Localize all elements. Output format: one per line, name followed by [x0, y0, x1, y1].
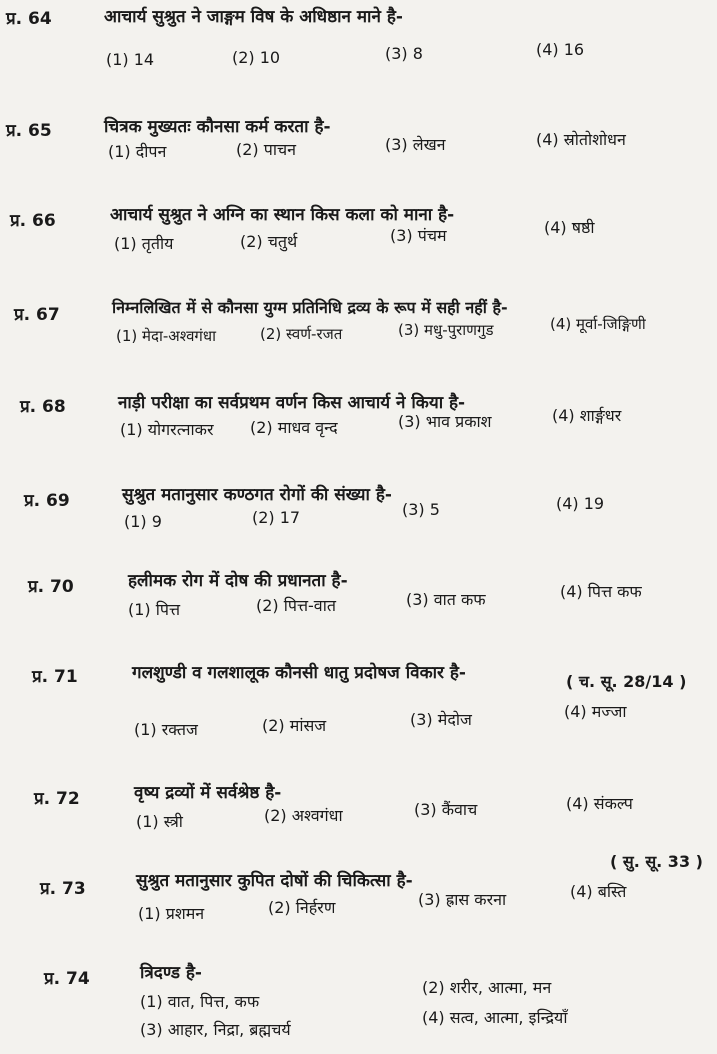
option: (3) पंचम: [390, 226, 447, 245]
option: (3) कैंवाच: [414, 800, 478, 819]
option: (4) सत्व, आत्मा, इन्द्रियाँ: [422, 1008, 568, 1027]
option: (4) शार्ङ्गधर: [552, 406, 622, 425]
question-number: प्र. 68: [20, 397, 66, 417]
option: (4) षष्ठी: [544, 218, 595, 237]
question-number: प्र. 74: [44, 969, 90, 989]
question-number: प्र. 64: [6, 9, 52, 29]
option: (4) मज्जा: [564, 702, 627, 721]
option: (2) माधव वृन्द: [250, 418, 338, 437]
option: (2) शरीर, आत्मा, मन: [422, 978, 552, 997]
option: (1) वात, पित्त, कफ: [140, 992, 260, 1011]
option: (3) 5: [402, 500, 440, 519]
option: (2) 17: [252, 508, 301, 527]
option: (3) वात कफ: [406, 590, 486, 609]
option: (1) योगरत्नाकर: [120, 420, 214, 439]
question-text: निम्नलिखित में से कौनसा युग्म प्रतिनिधि द्रव्य के रूप में सही नहीं है-: [112, 298, 508, 317]
question-number: प्र. 73: [40, 879, 86, 899]
option: (1) रक्तज: [134, 720, 198, 739]
option: (2) पित्त-वात: [256, 596, 336, 615]
option: (4) स्रोतोशोधन: [536, 130, 626, 149]
source-reference: ( सु. सू. 33 ): [610, 852, 703, 871]
question-number: प्र. 69: [24, 491, 70, 511]
question-text: आचार्य सुश्रुत ने जाङ्गम विष के अधिष्ठान माने है-: [104, 7, 403, 27]
option: (4) 19: [556, 494, 605, 513]
option: (4) 16: [536, 40, 585, 59]
option: (1) प्रशमन: [138, 904, 205, 923]
option: (2) निर्हरण: [268, 898, 336, 917]
option: (2) स्वर्ण-रजत: [260, 325, 343, 343]
question-number: प्र. 72: [34, 789, 80, 809]
option: (3) मधु-पुराणगुड: [398, 321, 494, 339]
option: (1) पित्त: [128, 600, 181, 619]
option: (3) मेदोज: [410, 710, 472, 729]
option: (4) संकल्प: [566, 794, 633, 813]
question-number: प्र. 65: [6, 121, 52, 141]
option: (2) चतुर्थ: [240, 232, 298, 251]
option: (1) 14: [106, 50, 155, 69]
question-text: सुश्रुत मतानुसार कण्ठगत रोगों की संख्या है-: [122, 485, 392, 505]
option: (4) मूर्वा-जिङ्गिणी: [550, 315, 646, 333]
question-text: सुश्रुत मतानुसार कुपित दोषों की चिकित्सा है-: [136, 871, 413, 891]
source-reference: ( च. सू. 28/14 ): [566, 672, 687, 691]
option: (3) भाव प्रकाश: [398, 412, 492, 431]
option: (1) मेदा-अश्वगंधा: [116, 327, 216, 345]
option: (3) आहार, निद्रा, ब्रह्मचर्य: [140, 1020, 291, 1039]
question-number: प्र. 67: [14, 305, 60, 325]
option: (1) 9: [124, 512, 162, 531]
option: (1) तृतीय: [114, 234, 174, 253]
option: (3) ह्रास करना: [418, 890, 507, 909]
option: (1) स्त्री: [136, 812, 183, 831]
option: (4) पित्त कफ: [560, 582, 642, 601]
question-text: त्रिदण्ड है-: [140, 963, 202, 983]
question-text: गलशुण्डी व गलशालूक कौनसी धातु प्रदोषज विकार है-: [132, 663, 466, 683]
option: (1) दीपन: [108, 142, 167, 161]
option: (4) बस्ति: [570, 882, 627, 901]
question-number: प्र. 71: [32, 667, 78, 687]
question-text: नाड़ी परीक्षा का सर्वप्रथम वर्णन किस आचार्य ने किया है-: [118, 393, 466, 413]
option: (3) 8: [385, 44, 423, 63]
question-text: चित्रक मुख्यतः कौनसा कर्म करता है-: [104, 117, 331, 137]
question-number: प्र. 70: [28, 577, 74, 597]
question-text: आचार्य सुश्रुत ने अग्नि का स्थान किस कला को माना है-: [110, 205, 455, 225]
question-text: हलीमक रोग में दोष की प्रधानता है-: [128, 571, 348, 591]
option: (2) मांसज: [262, 716, 327, 735]
option: (3) लेखन: [385, 135, 446, 154]
option: (2) 10: [232, 48, 281, 67]
question-text: वृष्य द्रव्यों में सर्वश्रेष्ठ है-: [134, 783, 282, 803]
option: (2) अश्वगंधा: [264, 806, 343, 825]
question-number: प्र. 66: [10, 211, 56, 231]
option: (2) पाचन: [236, 140, 297, 159]
